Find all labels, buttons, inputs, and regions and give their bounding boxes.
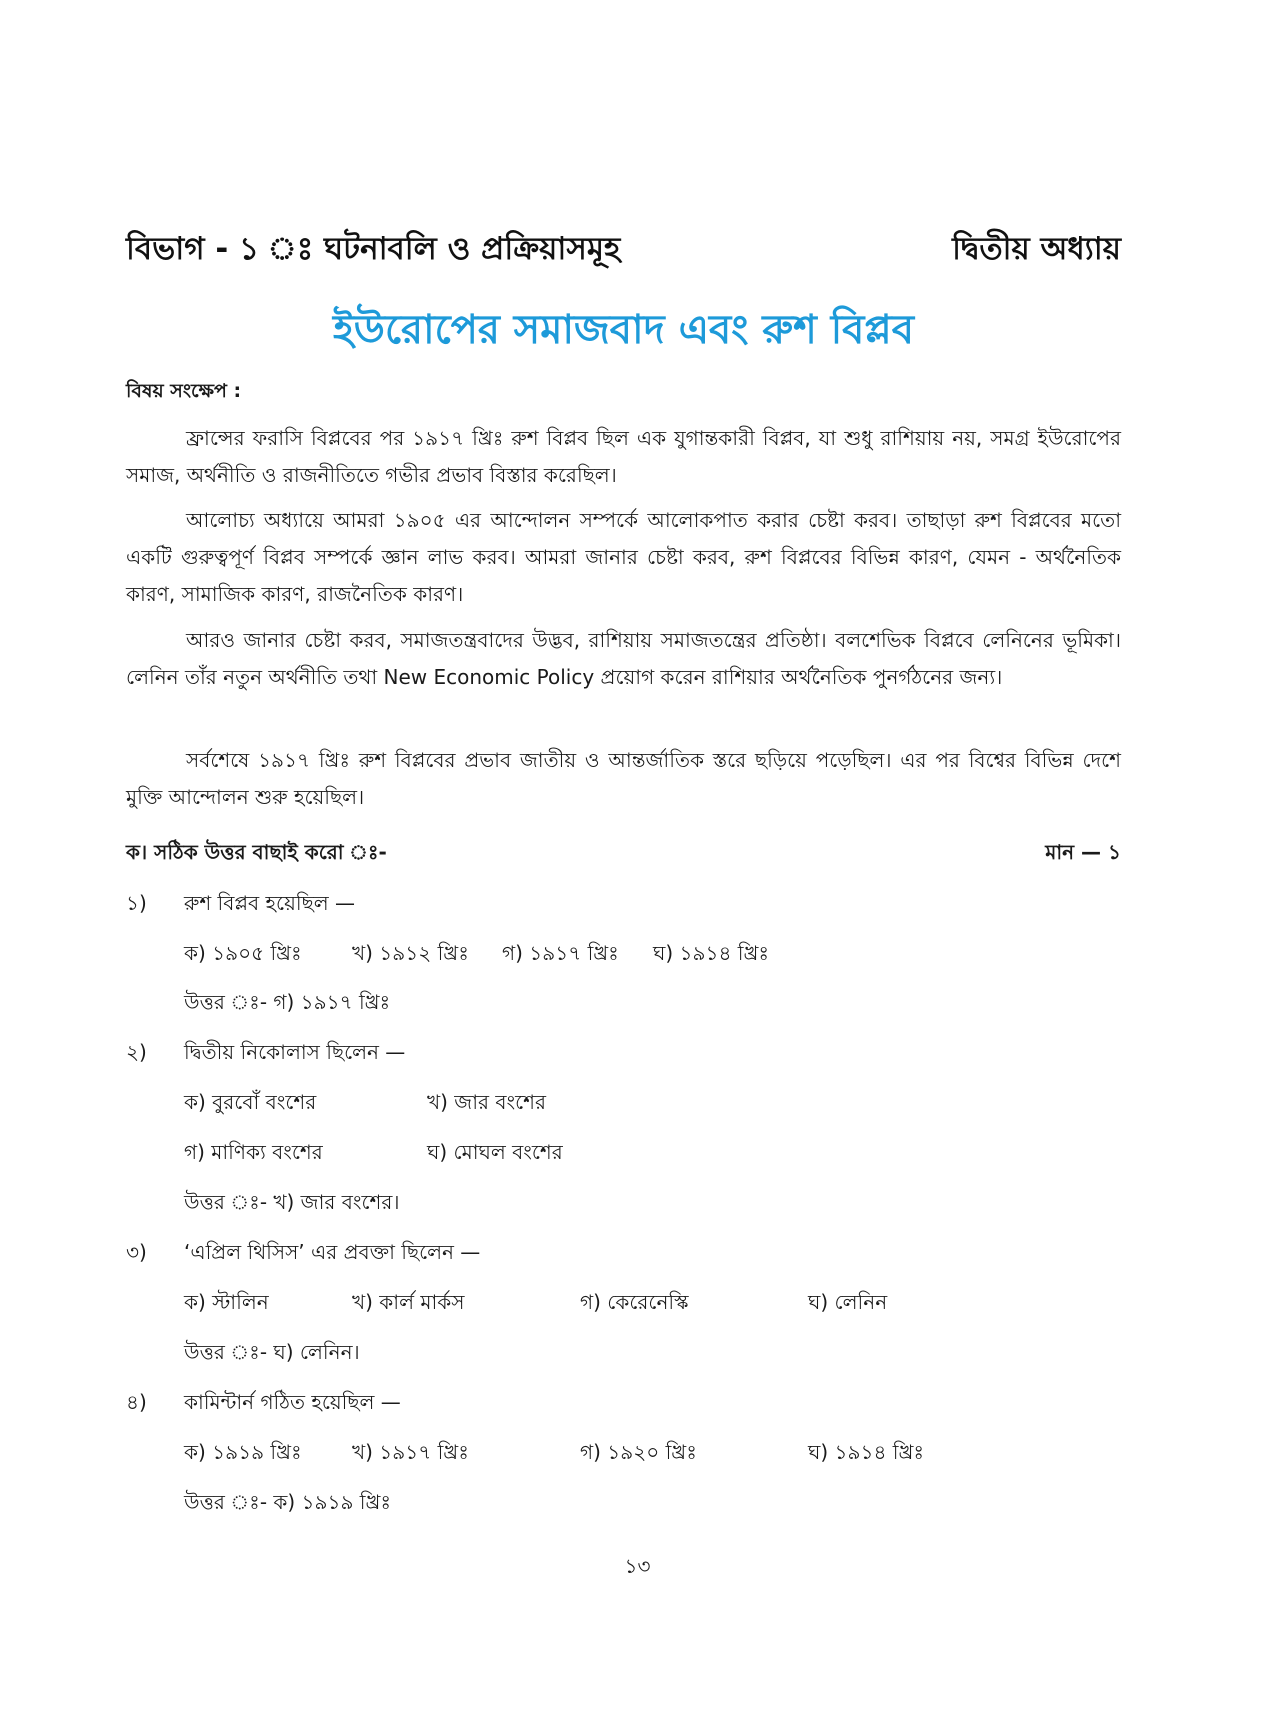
- summary-paragraph-4: সর্বশেষে ১৯১৭ খ্রিঃ রুশ বিপ্লবের প্রভাব জাতীয় ও আন্তর্জাতিক স্তরে ছড়িয়ে পড়েছিল। এর পর বিশ্বের বিভিন্ন দেশে মুক্তি আন্দোলন শুরু হয়েছিল।: [126, 748, 1121, 809]
- option: ঘ) ১৯১৪ খ্রিঃ: [653, 941, 770, 965]
- question-number: ৪): [126, 1390, 147, 1414]
- answer: উত্তর ঃ- ঘ) লেনিন।: [184, 1340, 360, 1364]
- option: ক) ১৯০৫ খ্রিঃ: [184, 941, 302, 965]
- question-text: কামিন্টার্ন গঠিত হয়েছিল —: [184, 1390, 401, 1414]
- question-text: রুশ বিপ্লব হয়েছিল —: [184, 891, 355, 915]
- option: ক) ১৯১৯ খ্রিঃ: [184, 1440, 302, 1464]
- option: ঘ) লেনিন: [808, 1290, 888, 1314]
- summary-paragraph-1: ফ্রান্সের ফরাসি বিপ্লবের পর ১৯১৭ খ্রিঃ রুশ বিপ্লব ছিল এক যুগান্তকারী বিপ্লব, যা শুধু রাশিয়ায় নয়, সমগ্র ইউরোপের সমাজ, অর্থনীতি ও রাজনীতিতে গভীর প্রভাব বিস্তার করেছিল।: [126, 426, 1121, 487]
- questions-heading-row: [126, 838, 1121, 871]
- option: ঘ) ১৯১৪ খ্রিঃ: [808, 1440, 925, 1464]
- page-header: [126, 225, 1121, 277]
- summary-heading: বিষয় সংক্ষেপ :: [126, 380, 242, 402]
- option: খ) ১৯১২ খ্রিঃ: [352, 941, 469, 965]
- chapter-label: দ্বিতীয় অধ্যায়: [952, 231, 1121, 267]
- option: খ) কার্ল মার্কস: [352, 1290, 465, 1314]
- option: খ) জার বংশের: [427, 1090, 546, 1114]
- questions-heading: ক। সঠিক উত্তর বাছাই করো ঃ-: [126, 840, 387, 864]
- answer: উত্তর ঃ- গ) ১৯১৭ খ্রিঃ: [184, 990, 391, 1014]
- chapter-title: ইউরোপের সমাজবাদ এবং রুশ বিপ্লব: [332, 307, 914, 353]
- question-number: ২): [126, 1040, 147, 1064]
- option: ক) স্টালিন: [184, 1290, 269, 1314]
- option: গ) ১৯১৭ খ্রিঃ: [502, 941, 619, 965]
- question-text: ‘এপ্রিল থিসিস’ এর প্রবক্তা ছিলেন —: [184, 1240, 481, 1264]
- option: ক) বুরবোঁ বংশের: [184, 1090, 317, 1114]
- page-number: ১৩: [624, 1554, 651, 1578]
- marks-label: মান — ১: [1045, 840, 1121, 864]
- option: গ) কেরেনেস্কি: [580, 1290, 689, 1314]
- question-text: দ্বিতীয় নিকোলাস ছিলেন —: [184, 1040, 406, 1064]
- question-number: ৩): [126, 1240, 147, 1264]
- option: গ) মাণিক্য বংশের: [184, 1140, 323, 1164]
- option: ঘ) মোঘল বংশের: [427, 1140, 563, 1164]
- summary-paragraph-2: আলোচ্য অধ্যায়ে আমরা ১৯০৫ এর আন্দোলন সম্পর্কে আলোকপাত করার চেষ্টা করব। তাছাড়া রুশ বিপ্লবের মতো একটি গুরুত্বপূর্ণ বিপ্লব সম্পর্কে জ্ঞান লাভ করব। আমরা জানার চেষ্টা করব, রুশ বিপ্লবের বিভিন্ন কারণ, যেমন - অর্থনৈতিক কারণ, সামাজিক কারণ, রাজনৈতিক কারণ।: [126, 508, 1121, 606]
- answer: উত্তর ঃ- ক) ১৯১৯ খ্রিঃ: [184, 1490, 392, 1514]
- option: খ) ১৯১৭ খ্রিঃ: [352, 1440, 469, 1464]
- section-label: বিভাগ - ১ ঃ ঘটনাবলি ও প্রক্রিয়াসমূহ: [126, 231, 621, 267]
- option: গ) ১৯২০ খ্রিঃ: [580, 1440, 697, 1464]
- answer: উত্তর ঃ- খ) জার বংশের।: [184, 1190, 400, 1214]
- question-number: ১): [126, 891, 147, 915]
- summary-paragraph-3: আরও জানার চেষ্টা করব, সমাজতন্ত্রবাদের উদ্ভব, রাশিয়ায় সমাজতন্ত্রের প্রতিষ্ঠা। বলশেভিক বিপ্লবে লেনিনের ভূমিকা। লেনিন তাঁর নতুন অর্থনীতি তথা New Economic Policy প্রয়োগ করেন রাশিয়ার অর্থনৈতিক পুনর্গঠনের জন্য।: [126, 628, 1121, 689]
